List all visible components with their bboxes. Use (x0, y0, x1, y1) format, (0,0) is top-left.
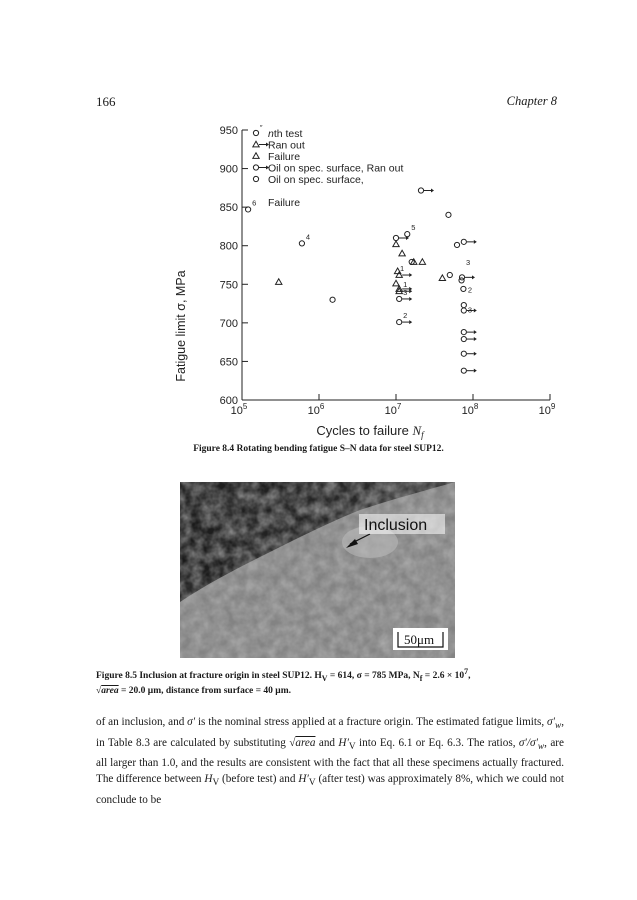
data-point (447, 272, 452, 277)
data-point (245, 207, 250, 212)
sn-chart (150, 118, 590, 448)
marker-triangle (393, 280, 399, 286)
body-s4: and (315, 736, 339, 749)
x-axis-label-subscript: f (421, 430, 424, 440)
legend-marker (253, 130, 258, 135)
marker-circle (461, 336, 466, 341)
legend (253, 125, 434, 209)
marker-circle (418, 188, 423, 193)
x-tick-label: $10^9$ (538, 402, 556, 417)
body-s2: is the nominal stress applied at a fracture origin. The estimated fatigue limits, (195, 716, 547, 728)
marker-circle (397, 319, 402, 324)
data-point (330, 297, 335, 302)
runout-arrowhead (474, 330, 477, 334)
marker-circle (461, 351, 466, 356)
runout-arrowhead (474, 240, 477, 244)
body-hv-sub: V (348, 741, 356, 752)
y-tick-label: 600 (219, 395, 238, 407)
y-tick-label: 800 (219, 240, 238, 253)
sn-chart-svg (150, 118, 590, 448)
legend-label: nth test (268, 128, 303, 140)
marker-circle (461, 239, 466, 244)
marker-triangle (253, 141, 259, 147)
body-sigma-prime: σ′ (187, 716, 196, 728)
fig85-nf-sub: f (419, 674, 423, 684)
point-test-number: 3 (466, 257, 471, 267)
y-tick-label: 650 (219, 356, 238, 369)
runout-arrowhead (409, 320, 412, 324)
running-head: Chapter 8 (506, 94, 557, 108)
legend-label: Oil on spec. surface, Ran out (268, 162, 404, 175)
y-tick-label: 700 (219, 317, 238, 330)
body-hv3: H′ (298, 773, 309, 786)
data-point (461, 330, 477, 335)
point-test-number: 1 (403, 280, 408, 290)
data-point (299, 241, 304, 246)
marker-circle (393, 235, 398, 240)
data-point (446, 212, 451, 217)
body-s8: (after test) was approximately 8%, which we could not conclude to be (96, 773, 565, 806)
inclusion-label: Inclusion (364, 517, 428, 534)
fig85-hv-sub: V (321, 674, 328, 684)
marker-triangle (393, 241, 399, 247)
marker-circle (461, 286, 466, 291)
micrograph-image (180, 482, 455, 658)
legend-marker (253, 176, 258, 181)
marker-circle (245, 207, 250, 212)
point-test-number: 3 (403, 287, 408, 297)
runout-arrowhead (474, 369, 477, 373)
data-point (276, 279, 282, 285)
marker-circle (405, 232, 410, 237)
body-s6: , are all larger than 1.0, and the results are consistent with the fact that all these specimens actually fractured. The difference between (96, 736, 564, 786)
marker-triangle (419, 259, 425, 265)
legend-label: Failure (268, 151, 301, 163)
body-hv3-sub: V (308, 778, 316, 789)
y-tick-label: 850 (219, 202, 238, 215)
point-test-number: 6 (252, 198, 257, 208)
data-point (419, 259, 425, 265)
runout-arrowhead (409, 297, 412, 301)
marker-circle (253, 176, 258, 181)
marker-circle (459, 275, 464, 280)
data-point (439, 275, 445, 281)
legend-label: Ran out (268, 139, 305, 152)
body-ratio-sub: w (537, 741, 545, 752)
marker-circle (253, 130, 258, 135)
marker-circle (446, 212, 451, 217)
data-marks (245, 198, 476, 373)
marker-triangle (253, 153, 259, 159)
x-tick-label: $10^5$ (230, 402, 248, 417)
runout-arrowhead (474, 309, 477, 313)
x-axis-label (316, 423, 425, 440)
point-test-number: 3 (467, 305, 472, 315)
runout-arrowhead (409, 273, 412, 277)
figure-8-5-caption: Figure 8.5 Inclusion at fracture origin in steel SUP12. $H_V = 614$, σ = 785 MPa, $N_f = 2.6 \times 10^7$, √area = 20.0 μm, distance from surface = 40 μm. (96, 667, 471, 697)
fig85-caption-lead: Figure 8.5 Inclusion at fracture origin in steel SUP12. H (96, 671, 322, 682)
legend-superscript: ″ (260, 125, 263, 132)
x-axis-label-symbol: N (412, 423, 422, 438)
x-tick-label: $10^8$ (461, 402, 479, 417)
fig85-caption-mid: = 614, σ = 785 MPa, N (327, 671, 420, 682)
marker-triangle (399, 250, 405, 256)
marker-triangle (439, 275, 445, 281)
body-ratio: σ′/σ′ (518, 736, 538, 749)
data-point (393, 241, 399, 247)
body-area: area (295, 736, 316, 749)
body-sigma-w: σ′ (547, 716, 555, 728)
point-test-number: 2 (467, 285, 472, 295)
marker-circle (299, 241, 304, 246)
point-test-number: 1 (400, 264, 405, 274)
body-hv2: H (204, 773, 213, 786)
legend-label: Oil on spec. surface, (268, 174, 364, 186)
data-point (461, 303, 466, 308)
data-point (397, 296, 413, 301)
figure-8-4-caption: Figure 8.4 Rotating bending fatigue S–N data for steel SUP12. (193, 444, 444, 454)
data-point (461, 336, 477, 341)
x-tick-label: $10^7$ (384, 402, 402, 417)
marker-circle (454, 242, 459, 247)
data-point (461, 351, 477, 356)
data-point (461, 368, 477, 373)
marker-circle (461, 330, 466, 335)
body-sigma-w-sub: w (554, 721, 562, 732)
data-point (397, 319, 413, 324)
fig85-caption-nf: = 2.6 × 10 (422, 671, 465, 682)
page-number: 166 (96, 94, 116, 109)
fracture-micrograph (180, 482, 455, 658)
body-s3: , in Table 8.3 are calculated by substituting (96, 716, 564, 749)
body-paragraph (96, 714, 564, 808)
scale-bar-label: 50μm (404, 632, 435, 647)
legend-marker (253, 165, 269, 170)
legend-label: Failure (268, 197, 301, 209)
marker-circle (253, 165, 258, 170)
data-point (405, 232, 410, 237)
x-axis-label-text: Cycles to failure (316, 423, 413, 438)
marker-triangle (276, 279, 282, 285)
marker-circle (397, 296, 402, 301)
data-point (461, 286, 466, 291)
marker-circle (461, 368, 466, 373)
point-test-number: 2 (403, 311, 408, 321)
data-point (454, 242, 459, 247)
runout-arrowhead (431, 189, 434, 193)
y-tick-label: 750 (219, 279, 238, 292)
runout-arrowhead (474, 337, 477, 341)
body-hv: H′ (338, 736, 349, 749)
fig85-area-word: area (101, 686, 119, 697)
marker-circle (447, 272, 452, 277)
runout-arrowhead (472, 275, 475, 279)
marker-circle (330, 297, 335, 302)
fig85-caption-tail: = 20.0 μm, distance from surface = 40 μm. (118, 686, 291, 697)
point-test-number: 5 (411, 223, 416, 233)
legend-marker (253, 141, 269, 147)
runout-arrowhead (474, 352, 477, 356)
y-axis-label: Fatigue limit σ, MPa (174, 270, 188, 382)
y-tick-label: 900 (219, 163, 238, 176)
legend-marker (253, 153, 259, 159)
data-point (393, 280, 399, 286)
legend-marker (418, 188, 434, 193)
fig85-area-root: √ (96, 686, 102, 697)
marker-circle (461, 308, 466, 313)
data-point (399, 250, 405, 256)
marker-circle (461, 303, 466, 308)
data-point (461, 239, 477, 244)
body-s5: into Eq. 6.1 or Eq. 6.3. The ratios, (355, 736, 519, 749)
body-hv2-sub: V (212, 778, 220, 789)
x-tick-label: $10^6$ (307, 402, 325, 417)
body-s7: (before test) and (219, 773, 299, 786)
body-s1: of an inclusion, and (96, 716, 188, 728)
point-test-number: 4 (305, 232, 311, 242)
fig85-exp: 7 (464, 667, 469, 676)
body-root: √ (289, 736, 296, 749)
y-tick-label: 950 (219, 125, 238, 137)
